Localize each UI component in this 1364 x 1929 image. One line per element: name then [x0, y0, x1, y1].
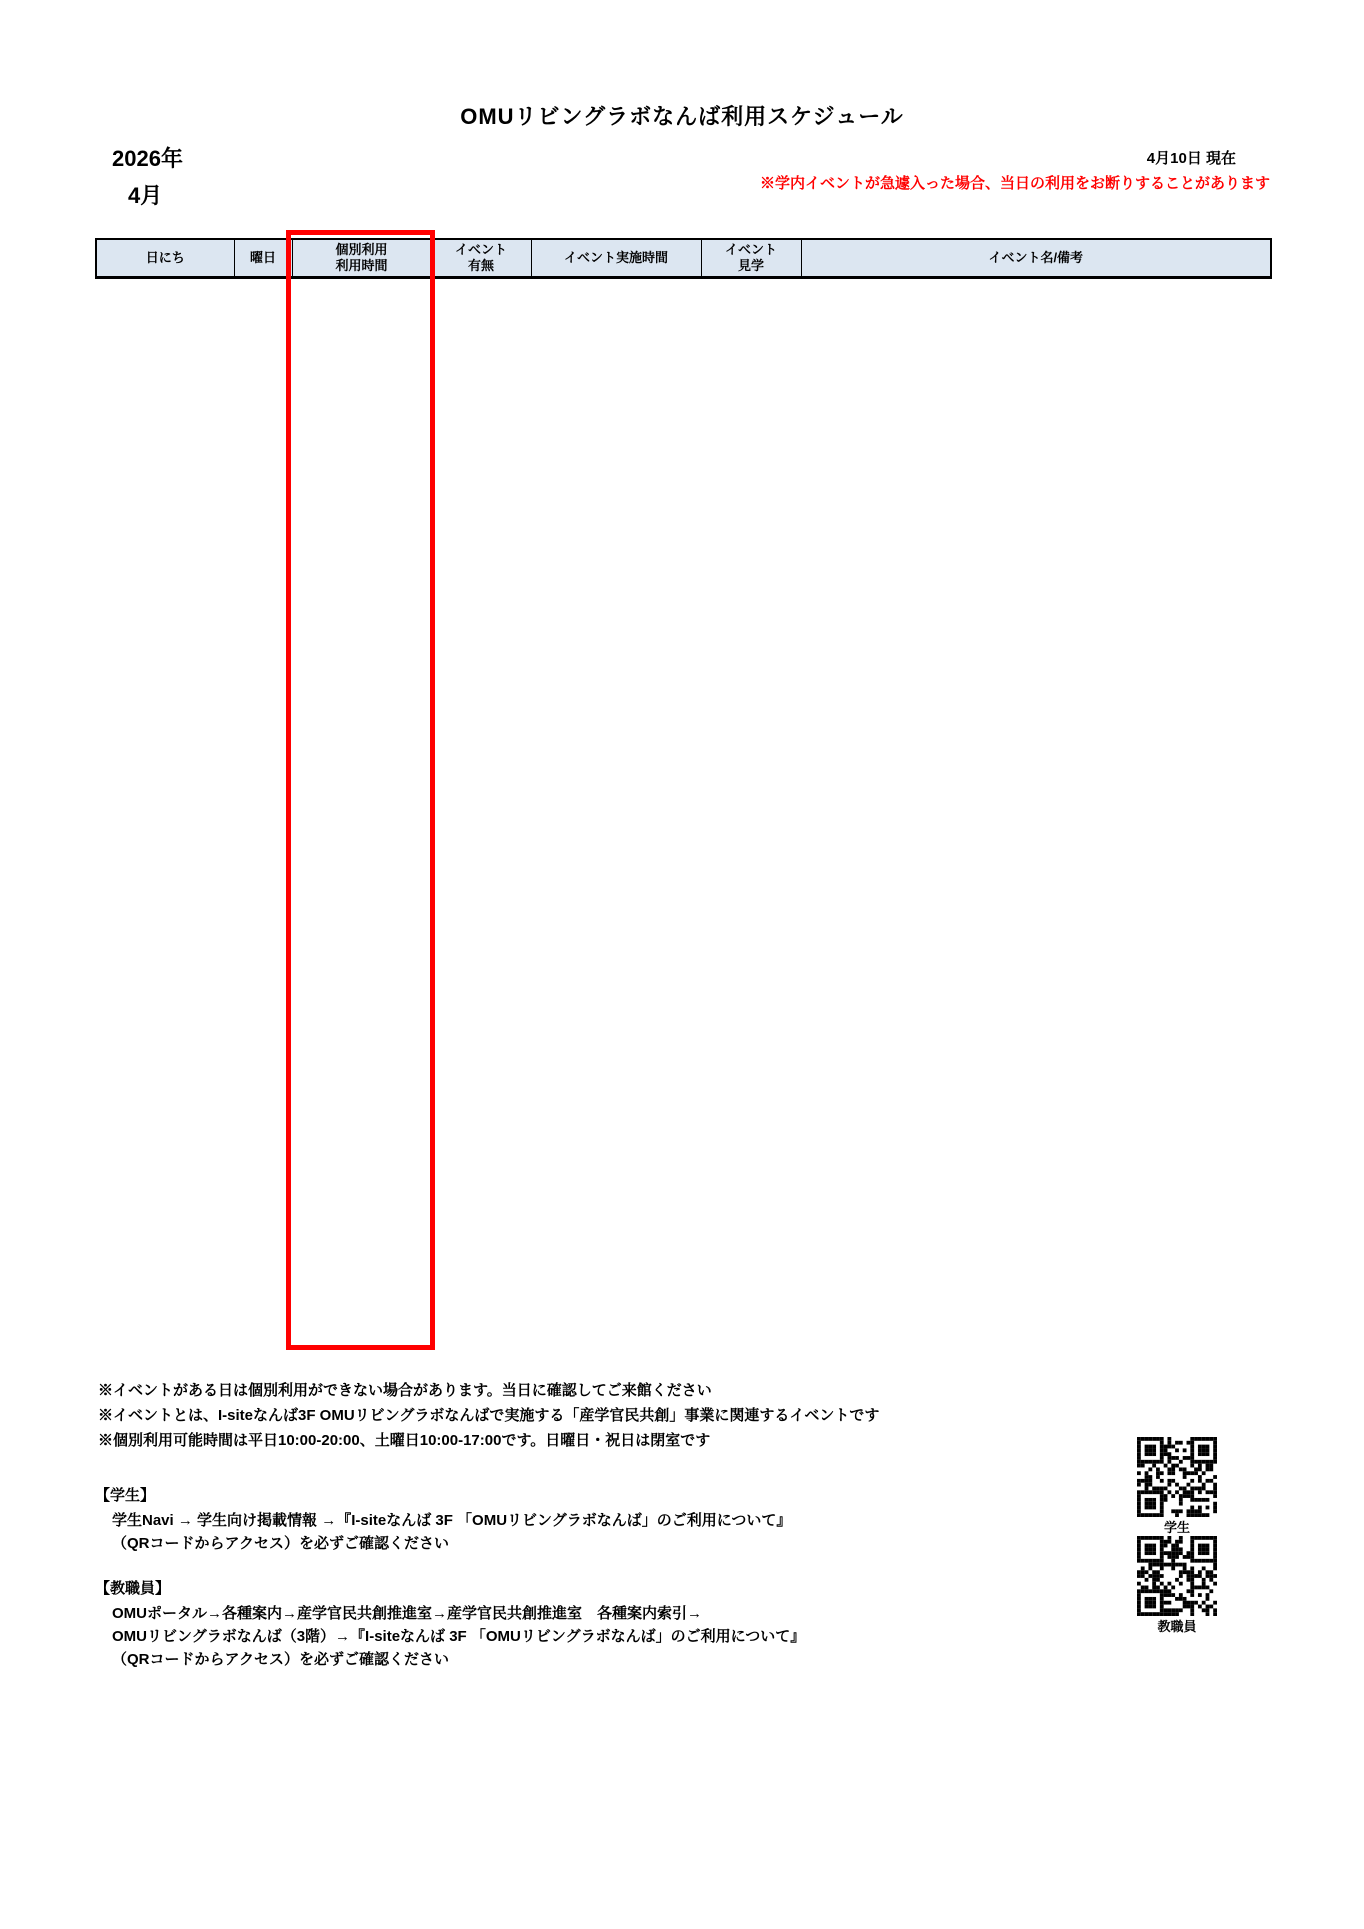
- col-header-event-name: [801, 239, 1271, 277]
- year-month-block: [112, 142, 183, 210]
- as-of-date: 4月10日 現在: [1146, 150, 1236, 167]
- col-header-date: [96, 239, 234, 277]
- col-header-visit-line1: イベント: [724, 242, 777, 258]
- col-header-event-time-label: イベント実施時間: [563, 249, 668, 265]
- col-header-visit-line2: 見学: [737, 257, 764, 273]
- event-warning-text: ※学内イベントが急遽入った場合、当日の利用をお断りすることがあります: [759, 175, 1270, 192]
- col-header-time: [292, 239, 431, 277]
- staff-line: OMUリビングラボなんば（3階）→『I-siteなんば 3F 「OMUリビングラボなんば」のご利用について』: [112, 1628, 806, 1645]
- col-header-event-time: [531, 239, 701, 277]
- footnote-line: ※個別利用可能時間は平日10:00-20:00、土曜日10:00-17:00です。日曜日・祝日は閉室です: [98, 1432, 711, 1449]
- header-row: [96, 239, 1271, 277]
- col-header-event-name-label: イベント名/備考: [988, 249, 1084, 265]
- month-label: 4月: [128, 183, 163, 208]
- qr-block-staff: [1135, 1536, 1219, 1635]
- schedule-table-header: [96, 239, 1271, 277]
- staff-section: [95, 1577, 805, 1671]
- time-column-highlight-box: [286, 230, 435, 1350]
- col-header-time-line1: 個別利用: [335, 242, 388, 258]
- students-section: [95, 1484, 791, 1555]
- students-lines: [95, 1509, 791, 1555]
- qr-code-staff-icon: [1137, 1536, 1217, 1616]
- col-header-date-label: 日にち: [145, 249, 185, 265]
- footnote-line: ※イベントがある日は個別利用ができない場合があります。当日に確認してご来館ください: [98, 1382, 712, 1399]
- footnotes: [98, 1378, 879, 1453]
- col-header-time-line2: 利用時間: [335, 257, 388, 273]
- schedule-table: [95, 238, 1272, 279]
- col-header-event-line2: 有無: [467, 257, 494, 273]
- students-line: 学生Navi → 学生向け掲載情報 →『I-siteなんば 3F 「OMUリビングラボなんば」のご利用について』: [112, 1512, 792, 1529]
- staff-heading: 【教職員】: [95, 1580, 171, 1597]
- staff-line: （QRコードからアクセス）を必ずご確認ください: [112, 1651, 450, 1668]
- col-header-event-visit: [701, 239, 801, 277]
- page-title: OMUリビングラボなんば利用スケジュール: [460, 104, 904, 129]
- col-header-event: [431, 239, 531, 277]
- col-header-event-line1: イベント: [454, 242, 507, 258]
- qr-code-students-icon: [1137, 1437, 1217, 1517]
- students-line: （QRコードからアクセス）を必ずご確認ください: [112, 1535, 450, 1552]
- staff-line: OMUポータル→各種案内→産学官民共創推進室→産学官民共創推進室 各種案内索引→: [112, 1605, 702, 1622]
- qr-label-students: 学生: [1163, 1520, 1190, 1535]
- qr-block-students: [1135, 1437, 1219, 1536]
- staff-lines: [95, 1602, 805, 1671]
- col-header-day: [234, 239, 292, 277]
- footnote-line: ※イベントとは、I-siteなんば3F OMUリビングラボなんばで実施する「産学官民共創」事業に関連するイベントです: [98, 1407, 880, 1424]
- col-header-day-label: 曜日: [249, 249, 276, 265]
- year-label: 2026年: [112, 146, 183, 171]
- qr-label-staff: 教職員: [1157, 1619, 1197, 1634]
- students-heading: 【学生】: [95, 1487, 156, 1504]
